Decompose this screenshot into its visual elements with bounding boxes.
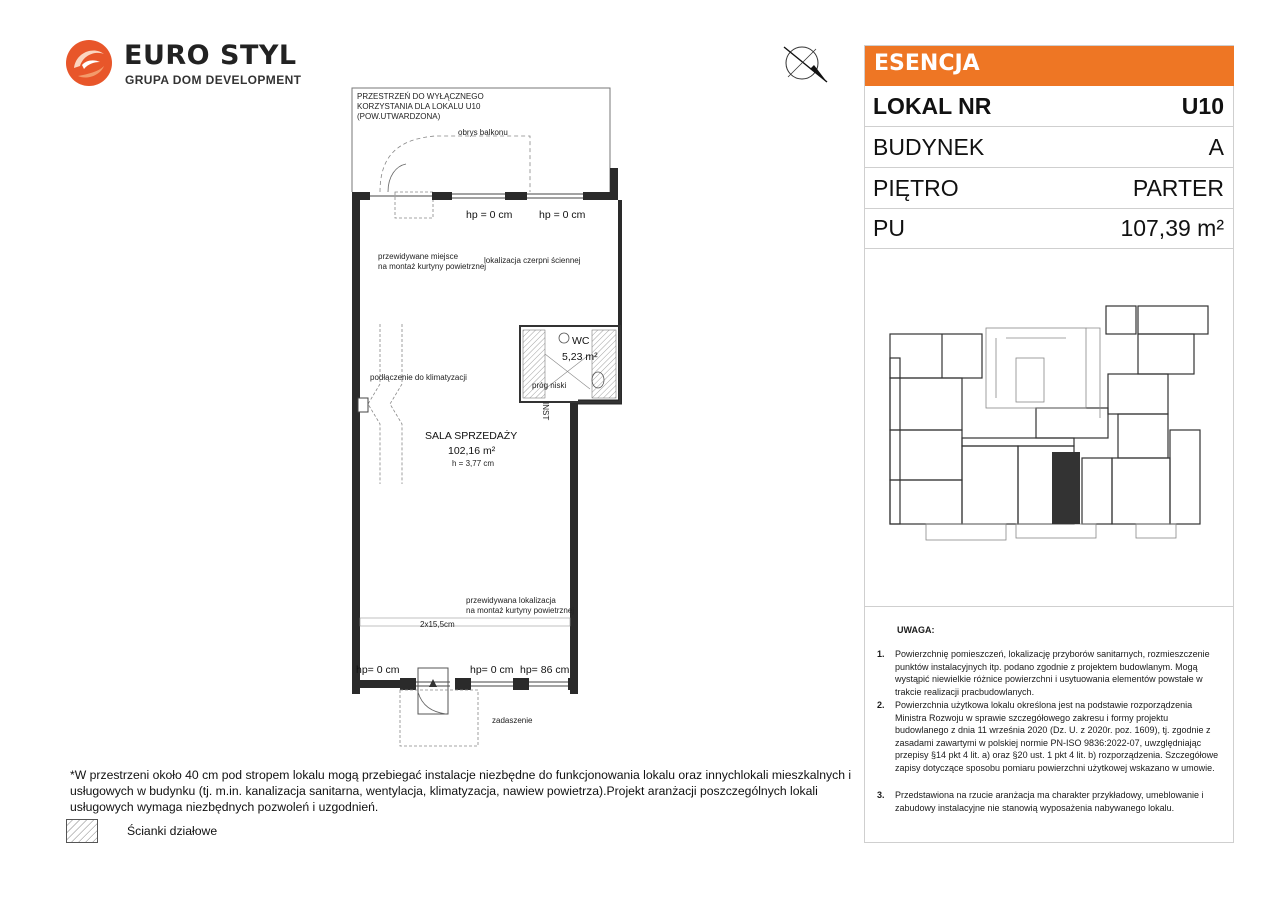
divider	[865, 167, 1234, 168]
note-1-text: Powierzchnię pomieszczeń, lokalizację przyborów sanitarnych, rozmieszczenie punktów instalacyjnych itp. podano zgodnie z projektem budowlanym. Mogą wystąpić niewielkie różnice powierzchni i usytuowania elementów powstałe w trakcie realizacji pracbudowlanych.	[895, 649, 1210, 697]
note-3-num: 3.	[877, 790, 885, 800]
note-2	[877, 699, 1222, 775]
logo-brand: EURO STYL	[124, 40, 297, 71]
note-1	[877, 648, 1222, 698]
air-curtain-2-line-2: na montaż kurtyny powietrznej	[466, 606, 575, 615]
terrace-note-line-2: KORZYSTANIA DLA LOKALU U10	[357, 102, 481, 111]
room-area: 102,16 m²	[448, 445, 496, 457]
hp-top-2: hp = 0 cm	[539, 209, 586, 221]
hp-bottom-1: hp= 0 cm	[356, 664, 400, 676]
note-2-num: 2.	[877, 700, 885, 710]
legend-label: Ścianki działowe	[127, 824, 218, 838]
divider	[865, 248, 1234, 249]
air-curtain-1-line-1: przewidywane miejsce	[378, 252, 459, 261]
threshold-label: próg niski	[532, 381, 567, 390]
balcony-outline-label: obrys balkonu	[458, 128, 508, 137]
room-name: SALA SPRZEDAŻY	[425, 430, 518, 442]
partition-walls-legend-icon	[66, 819, 98, 843]
footnote: *W przestrzeni około 40 cm pod stropem lokalu mogą przebiegać instalacje niezbędne do funkcjonowania lokalu oraz innychlokali mieszkalnych i usługowych w budynku (tj. m.in. kanalizacja sanitarna, wentylacja, klimatyzacja, nawiew powietrza).Projekt aranżacji poszczególnych lokali usługowych wymaga niezbędnych pozwoleń i uzgodnień.	[70, 768, 852, 814]
building-value: A	[1208, 134, 1224, 160]
note-2-text: Powierzchnia użytkowa lokalu określona jest na podstawie rozporządzenia Ministra Rozwoju w sprawie szczegółowego zakresu i formy projektu budowlanego z dnia 11 września 2020 (Dz. U. z 2020r. poz. 1609), tj. zgodnie z zasadami zawartymi w polskiej normie PN-ISO 9836:2022-07, uwzględniając przepisy §14 pkt 4 lit. a) oraz §20 ust. 1 pkt 4 lit. b) rozporządzenia. Szczegółowe zapisy dotyczące sposobu pomiaru powierzchni użytkowej wskazano w umowie.	[895, 700, 1219, 773]
terrace-note-line-1: PRZESTRZEŃ DO WYŁĄCZNEGO	[357, 92, 484, 101]
floor-plan-drawing	[340, 84, 640, 754]
unit-number-label: LOKAL NR	[873, 93, 992, 119]
area-label: PU	[873, 215, 905, 241]
floor-value: PARTER	[1132, 175, 1224, 201]
grille-label: 2x15,5cm	[420, 620, 455, 629]
highlighted-unit	[1052, 452, 1080, 524]
divider	[865, 126, 1234, 127]
area-value: 107,39 m²	[1120, 215, 1224, 241]
building-label: BUDYNEK	[873, 134, 985, 160]
notes-title: UWAGA:	[897, 625, 935, 635]
floor-label: PIĘTRO	[873, 175, 959, 201]
building-key-plan	[886, 298, 1216, 548]
floor-plan	[340, 84, 640, 754]
side-label: INST	[541, 402, 550, 421]
hp-bottom-3: hp= 86 cm	[520, 664, 570, 676]
unit-number-value: U10	[1181, 93, 1224, 119]
air-curtain-1-line-2: na montaż kurtyny powietrznej	[378, 262, 487, 271]
north-arrow-icon	[780, 43, 830, 85]
wc-area: 5,23 m²	[562, 351, 598, 363]
hp-top-1: hp = 0 cm	[466, 209, 513, 221]
room-height: h = 3,77 cm	[452, 459, 495, 468]
ac-connection-label: podłączenie do klimatyzacji	[370, 373, 467, 382]
note-1-num: 1.	[877, 649, 885, 659]
logo-subtitle: GRUPA DOM DEVELOPMENT	[125, 73, 302, 87]
canopy-label: zadaszenie	[492, 716, 533, 725]
air-curtain-2-line-1: przewidywana lokalizacja	[466, 596, 556, 605]
intake-label: lokalizacja czerpni ściennej	[484, 256, 581, 265]
logo-flame-icon	[64, 38, 114, 88]
company-logo	[64, 38, 114, 88]
divider	[865, 208, 1234, 209]
divider	[865, 606, 1234, 607]
note-3	[877, 789, 1222, 814]
project-name: ESENCJA	[874, 51, 980, 76]
terrace-note-line-3: (POW.UTWARDZONA)	[357, 112, 441, 121]
hp-bottom-2: hp= 0 cm	[470, 664, 514, 676]
note-3-text: Przedstawiona na rzucie aranżacja ma charakter przykładowy, umeblowanie i zabudowy instalacyjne nie stanowią wyposażenia nabywanego lokalu.	[895, 790, 1204, 813]
wc-name: WC	[572, 335, 590, 347]
